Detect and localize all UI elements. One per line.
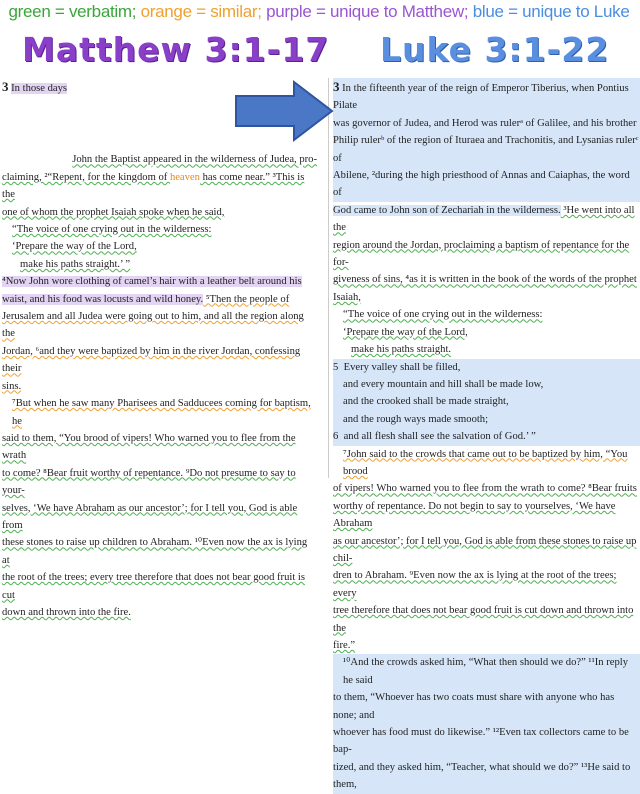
luke-line: as our ancestor’; for I tell you, God is able from these stones to raise up chil- — [333, 535, 637, 564]
luke-title: Luke 3:1-22 — [380, 30, 610, 69]
matthew-line: ⁵Then the people of — [203, 293, 290, 305]
luke-quote-line: and the rough ways made smooth; — [343, 413, 489, 425]
luke-line: fire.” — [333, 640, 356, 651]
luke-quote-line: ‘Prepare the way of the Lord, — [343, 326, 468, 338]
luke-line: ³He went into all the — [333, 204, 635, 234]
matthew-line: Jordan, ⁶and they were baptized by him in the river Jordan, confessing their — [2, 345, 301, 375]
matthew-quote-line: make his paths straight.’ ” — [20, 258, 131, 270]
matthew-line: one of whom the prophet Isaiah spoke when he said, — [2, 206, 225, 218]
matthew-title: Matthew 3:1-17 — [22, 30, 330, 69]
matthew-line: said to them, “You brood of vipers! Who warned you to flee from the wrath — [2, 432, 296, 462]
matthew-line: sins. — [2, 380, 22, 392]
luke-line: Isaiah, — [333, 291, 361, 303]
luke-quote-line: and all flesh shall see the salvation of God.’ ” — [343, 431, 536, 443]
matthew-quote-line: ‘Prepare the way of the Lord, — [12, 241, 137, 253]
luke-line: worthy of repentance. Do not begin to say to yourselves, ‘We have Abraham — [333, 500, 616, 530]
luke-quote-line: make his paths straight. — [351, 344, 452, 356]
luke-line: whoever has food must do likewise.” ¹²Even tax collectors came to be bap- — [333, 727, 629, 756]
matthew-line: these stones to raise up children to Abraham. ¹⁰Even now the ax is lying at — [2, 537, 308, 566]
matthew-word-heaven: heaven — [169, 171, 200, 183]
luke-text-panel — [328, 78, 640, 791]
luke-line: of vipers! Who warned you to flee from the wrath to come? ⁸Bear fruits — [333, 483, 637, 495]
luke-line: dren to Abraham. ⁹Even now the ax is lying at the root of the trees; every — [333, 570, 617, 599]
matthew-line: ⁷But when he saw many Pharisees and Sadducees coming for baptism, he — [12, 398, 311, 427]
luke-chapter-number: 3 — [333, 79, 340, 94]
luke-verse-5-number: 5 — [333, 361, 339, 373]
luke-line: tree therefore that does not bear good fruit is cut down and thrown into the — [333, 605, 634, 634]
color-legend — [0, 2, 638, 22]
luke-quote-line: and the crooked shall be made straight, — [343, 396, 509, 408]
luke-line: In the fifteenth year of the reign of Emperor Tiberius, when Pontius Pilate — [333, 83, 629, 112]
luke-line: ¹⁰And the crowds asked him, “What then should we do?” ¹¹In reply he said — [343, 657, 629, 686]
matthew-opening: In those days — [11, 83, 68, 94]
luke-quote-line: “The voice of one crying out in the wilderness: — [343, 309, 543, 321]
legend-blue: blue = unique to Luke — [472, 2, 630, 21]
luke-quote-line: and every mountain and hill shall be made low, — [343, 378, 544, 390]
matthew-line: has come near.” — [199, 171, 270, 183]
legend-orange: orange = similar; — [140, 2, 262, 21]
luke-line: ⁷John said to the crowds that came out to be baptized by him, “You brood — [343, 448, 628, 477]
matthew-line: claiming, ²“Repent, for the kingdom of — [2, 171, 170, 183]
luke-line: giveness of sins, ⁴as it is written in the book of the words of the prophet — [333, 274, 637, 286]
legend-purple: purple = unique to Matthew; — [266, 2, 469, 21]
matthew-chapter-number: 3 — [2, 79, 9, 94]
matthew-line: selves, ‘We have Abraham as our ancestor’; for I tell you, God is able from — [2, 502, 298, 531]
matthew-line: Jerusalem and all Judea were going out to him, and all the region along the — [2, 311, 304, 340]
luke-line: Abilene, ²during the high priesthood of Annas and Caiaphas, the word of — [333, 170, 630, 199]
matthew-line: ³This is the — [2, 171, 305, 201]
legend-green: green = verbatim; — [8, 2, 137, 21]
arrow-right-icon — [236, 82, 332, 140]
luke-line: to them, “Whoever has two coats must share with anyone who has none; and — [333, 692, 615, 721]
luke-line: God came to John son of Zechariah in the wilderness. — [333, 204, 561, 216]
luke-line: was governor of Judea, and Herod was rulerᵃ of Galilee, and his brother — [333, 117, 637, 129]
matthew-line: John the Baptist appeared in the wilderness of Judea, pro- — [72, 154, 317, 166]
luke-line: region around the Jordan, proclaiming a baptism of repentance for the for- — [333, 239, 630, 269]
luke-line: Philip rulerᵇ of the region of Ituraea and Trachonitis, and Lysanias rulerᶜ of — [333, 135, 639, 164]
matthew-line: the root of the trees; every tree therefore that does not bear good fruit is cut — [2, 572, 305, 601]
matthew-quote-line: “The voice of one crying out in the wilderness: — [12, 224, 212, 236]
luke-line: tized, and they asked him, “Teacher, what should we do?” ¹³He said to them, — [333, 761, 631, 791]
matthew-line: down and thrown into the fire. — [2, 606, 131, 618]
matthew-line: waist, and his food was locusts and wild honey. — [2, 293, 204, 305]
matthew-line: to come? ⁸Bear fruit worthy of repentance. ⁹Do not presume to say to your- — [2, 467, 296, 497]
luke-quote-line: Every valley shall be filled, — [343, 361, 461, 373]
matthew-line: ⁴Now John wore clothing of camel’s hair with a leather belt around his — [2, 276, 302, 288]
luke-verse-6-number: 6 — [333, 431, 339, 443]
